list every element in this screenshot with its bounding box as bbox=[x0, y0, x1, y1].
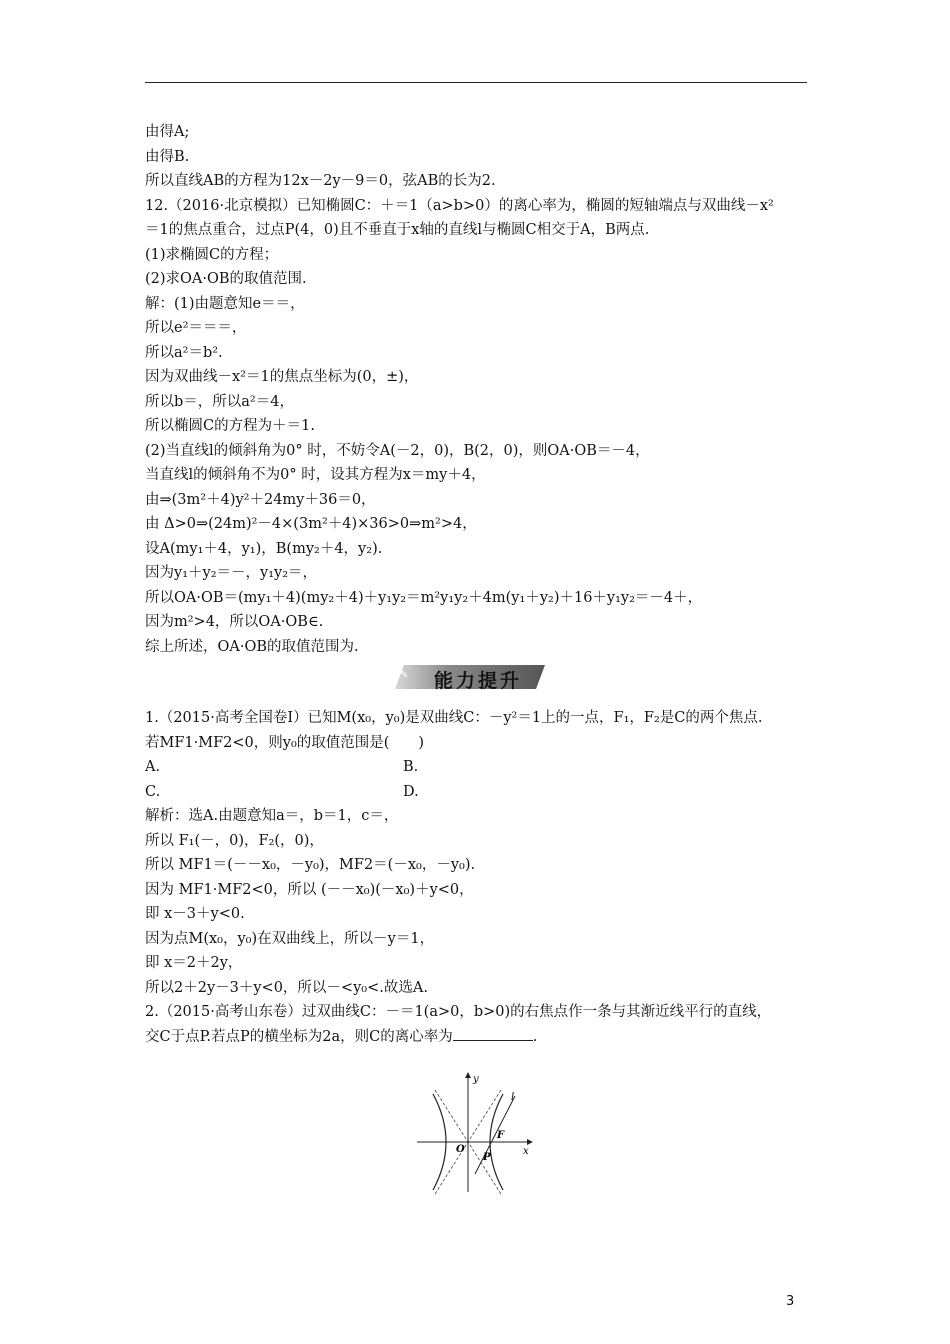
question-1-line: 若MF1·MF2<0，则y₀的取值范围是( ) bbox=[145, 734, 425, 751]
analysis-line: 所以 MF1＝(－－x₀，－y₀)，MF2＝(－x₀，－y₀). bbox=[145, 857, 476, 873]
solution-line: 由 Δ>0⇒(24m)²－4×(3m²＋4)×36>0⇒m²>4， bbox=[145, 516, 477, 532]
solution-line: 当直线l的倾斜角不为0° 时，设其方程为x＝my＋4， bbox=[145, 467, 486, 483]
section-banner-title: 能力提升 bbox=[433, 670, 522, 692]
option-a: A. bbox=[145, 759, 161, 775]
question-12-line: 12.（2016·北京模拟）已知椭圆C：＋＝1（a>b>0）的离心率为，椭圆的短轴端点与双曲线－x² bbox=[145, 197, 774, 214]
solution-line: 所以OA·OB＝(my₁＋4)(my₂＋4)＋y₁y₂＝m²y₁y₂＋4m(y₁＋y₂)＋16＋y₁y₂＝－4＋， bbox=[145, 589, 703, 606]
analysis-line: 解析：选A.由题意知a＝，b＝1，c＝， bbox=[145, 808, 399, 824]
line-l bbox=[475, 1096, 515, 1174]
question-1-line: 1.（2015·高考全国卷Ⅰ）已知M(x₀，y₀)是双曲线C：－y²＝1上的一点，F₁，F₂是C的两个焦点. bbox=[145, 710, 763, 726]
solution-line: 因为m²>4，所以OA·OB∈. bbox=[145, 614, 324, 630]
y-axis-arrow-icon bbox=[465, 1072, 471, 1078]
solution-line: 综上所述，OA·OB的取值范围为. bbox=[145, 638, 359, 655]
question-2-text: 交C于点P.若点P的横坐标为2a，则C的离心率为 bbox=[145, 1028, 453, 1045]
page-content bbox=[145, 120, 807, 1049]
question-12-part-1: (1)求椭圆C的方程； bbox=[145, 246, 279, 263]
solution-line: 所以椭圆C的方程为＋＝1. bbox=[145, 418, 315, 434]
label-y: y bbox=[473, 1074, 479, 1085]
question-12-part-2: (2)求OA·OB的取值范围. bbox=[145, 271, 307, 287]
solution-line: 因为双曲线－x²＝1的焦点坐标为(0，±)， bbox=[145, 369, 419, 385]
text-line: 由得B. bbox=[145, 148, 190, 165]
option-d: D. bbox=[403, 783, 419, 800]
page-number: 3 bbox=[786, 1294, 795, 1309]
option-row bbox=[145, 780, 807, 805]
section-banner bbox=[145, 662, 807, 692]
x-axis-arrow-icon bbox=[527, 1139, 533, 1145]
analysis-line: 即 x＝2＋2y， bbox=[145, 955, 243, 971]
option-c: C. bbox=[145, 783, 161, 800]
label-f: F bbox=[497, 1130, 505, 1141]
question-2-line bbox=[145, 1025, 807, 1050]
solution-line: 解：(1)由题意知e＝＝， bbox=[145, 295, 305, 312]
analysis-line: 所以2＋2y－3＋y<0，所以－<y₀<.故选A. bbox=[145, 979, 428, 996]
label-x: x bbox=[523, 1146, 529, 1157]
answer-blank bbox=[453, 1026, 533, 1041]
question-2-end: . bbox=[532, 1028, 538, 1045]
text-line: 所以直线AB的方程为12x－2y－9＝0，弦AB的长为2. bbox=[145, 173, 496, 189]
analysis-line: 所以 F₁(－，0)，F₂(，0)， bbox=[145, 832, 324, 849]
label-p: P bbox=[483, 1152, 491, 1163]
solution-line: 所以e²＝＝＝， bbox=[145, 320, 247, 336]
solution-line: 由⇒(3m²＋4)y²＋24my＋36＝0， bbox=[145, 491, 376, 508]
label-l: l bbox=[511, 1092, 515, 1103]
banner-decoration-icon: ✎ bbox=[400, 670, 409, 681]
option-b: B. bbox=[403, 759, 419, 775]
analysis-line: 即 x－3＋y<0. bbox=[145, 906, 245, 922]
solution-line: 因为y₁＋y₂＝－，y₁y₂＝， bbox=[145, 565, 318, 581]
question-2-line: 2.（2015·高考山东卷）过双曲线C：－＝1(a>0，b>0)的右焦点作一条与其渐近线平行的直线， bbox=[145, 1004, 772, 1020]
hyperbola-figure bbox=[415, 1070, 535, 1196]
option-row bbox=[145, 755, 807, 780]
label-o: O bbox=[456, 1144, 465, 1155]
analysis-line: 因为 MF1·MF2<0，所以 (－－x₀)(－x₀)＋y<0， bbox=[145, 881, 474, 898]
question-12-line: ＝1的焦点重合，过点P(4，0)且不垂直于x轴的直线l与椭圆C相交于A，B两点. bbox=[145, 222, 650, 238]
text-line: 由得A; bbox=[145, 124, 190, 140]
solution-line: 所以b＝，所以a²＝4， bbox=[145, 393, 294, 410]
solution-line: 所以a²＝b². bbox=[145, 344, 223, 361]
solution-line: 设A(my₁＋4，y₁)，B(my₂＋4，y₂). bbox=[145, 540, 383, 557]
analysis-line: 因为点M(x₀，y₀)在双曲线上，所以－y＝1， bbox=[145, 930, 435, 947]
solution-line: (2)当直线l的倾斜角为0° 时，不妨令A(－2，0)，B(2，0)，则OA·OB＝－4， bbox=[145, 442, 650, 459]
header-rule bbox=[145, 82, 807, 83]
